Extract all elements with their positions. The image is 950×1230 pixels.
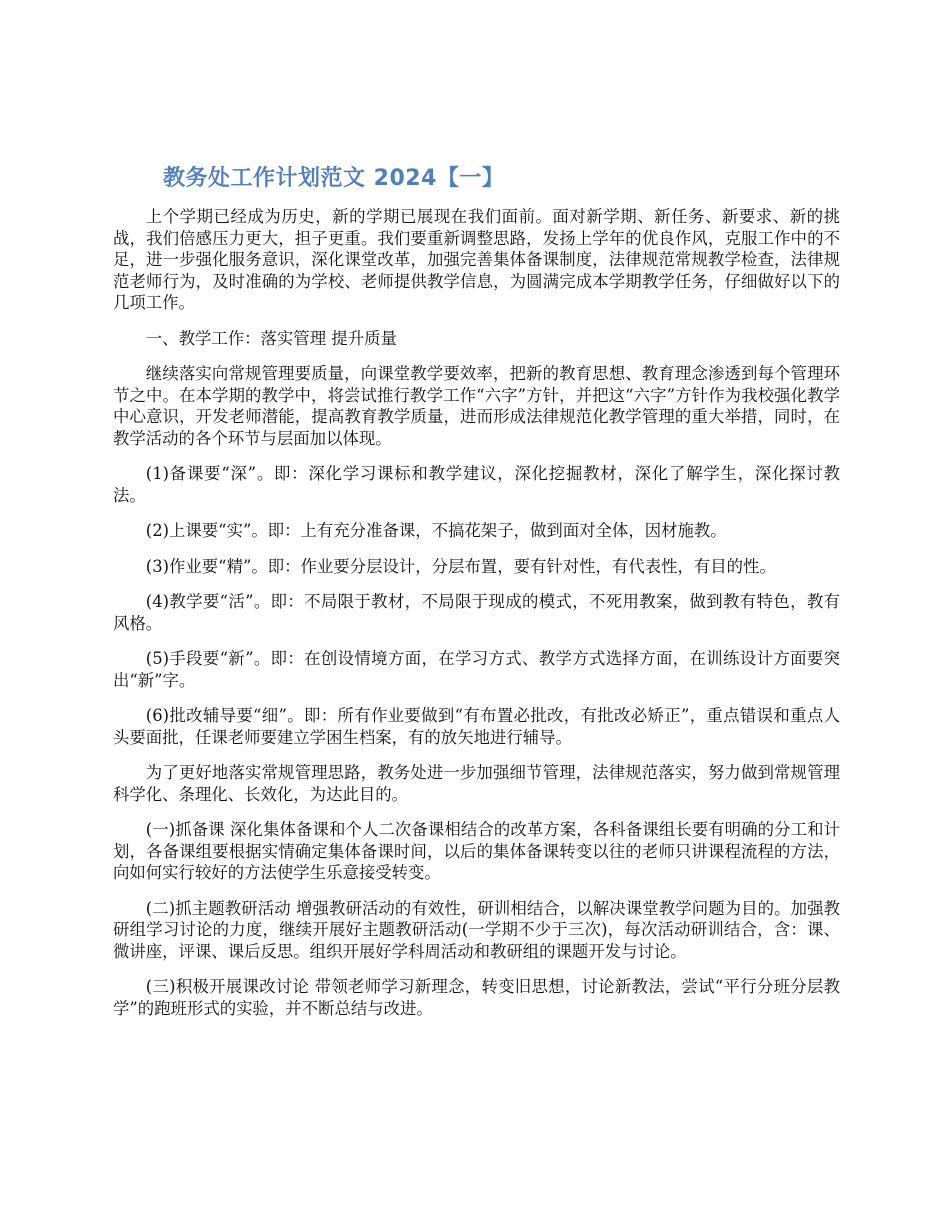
list-item: (3)作业要“精”。即：作业要分层设计，分层布置，要有针对性，有代表性，有目的性。 xyxy=(145,556,776,576)
list-item: (6)批改辅导要“细”。即：所有作业要做到“有布置必批改，有批改必矫正”，重点错误和重点人头要面批，任课老师要建立学困生档案，有的放矢地进行辅导。 xyxy=(113,706,840,747)
section-heading: 一、教学工作：落实管理 提升质量 xyxy=(145,328,397,348)
list-item: (三)积极开展课改讨论 带领老师学习新理念，转变旧思想，讨论新教法，尝试“平行分班分层教学”的跑班形式的实验，并不断总结与改进。 xyxy=(113,977,840,1018)
paragraph: 上个学期已经成为历史，新的学期已展现在我们面前。面对新学期、新任务、新要求、新的挑战，我们倍感压力更大，担子更重。我们要重新调整思路，发扬上学年的优良作风，克服工作中的不足，进一步强化服务意识，深化课堂改革，加强完善集体备课制度，法律规范常规教学检查，法律规范老师行为，及时准确的为学校、老师提供教学信息，为圆满完成本学期教学任务，仔细做好以下的几项工作。 xyxy=(113,207,840,312)
list-item: (一)抓备课 深化集体备课和个人二次备课相结合的改革方案，各科备课组长要有明确的分工和计划，各备课组要根据实情确定集体备课时间，以后的集体备课转变以往的老师只讲课程流程的方法，向如何实行较好的方法使学生乐意接受转变。 xyxy=(113,820,840,882)
document-title: 教务处工作计划范文 2024【一】 xyxy=(163,166,505,191)
list-item: (1)备课要“深”。即：深化学习课标和教学建议，深化挖掘教材，深化了解学生，深化探讨教法。 xyxy=(113,464,840,505)
list-item: (二)抓主题教研活动 增强教研活动的有效性，研训相结合，以解决课堂教学问题为目的。加强教研组学习讨论的力度，继续开展好主题教研活动(一学期不少于三次)，每次活动研训结合，含：课、微讲座，评课、课后反思。组织开展好学科周活动和教研组的课题开发与讨论。 xyxy=(113,898,840,961)
list-item: (4)教学要“活”。即：不局限于教材，不局限于现成的模式，不死用教案，做到教有特色，教有风格。 xyxy=(113,592,840,633)
list-item: (2)上课要“实”。即：上有充分准备课，不搞花架子，做到面对全体，因材施教。 xyxy=(145,521,727,540)
paragraph: 为了更好地落实常规管理思路，教务处进一步加强细节管理，法律规范落实，努力做到常规管理科学化、条理化、长效化，为达此目的。 xyxy=(113,763,840,804)
paragraph: 继续落实向常规管理要质量，向课堂教学要效率，把新的教育思想、教育理念渗透到每个管理环节之中。在本学期的教学中，将尝试推行教学工作“六字”方针，并把这“六字”方针作为我校强化教学中心意识，开发老师潜能，提高教育教学质量，进而形成法律规范化教学管理的重大举措，同时，在教学活动的各个环节与层面加以体现。 xyxy=(113,364,840,448)
list-item: (5)手段要“新”。即：在创设情境方面，在学习方式、教学方式选择方面，在训练设计方面要突出“新”字。 xyxy=(113,649,840,690)
document-body xyxy=(113,206,840,1033)
